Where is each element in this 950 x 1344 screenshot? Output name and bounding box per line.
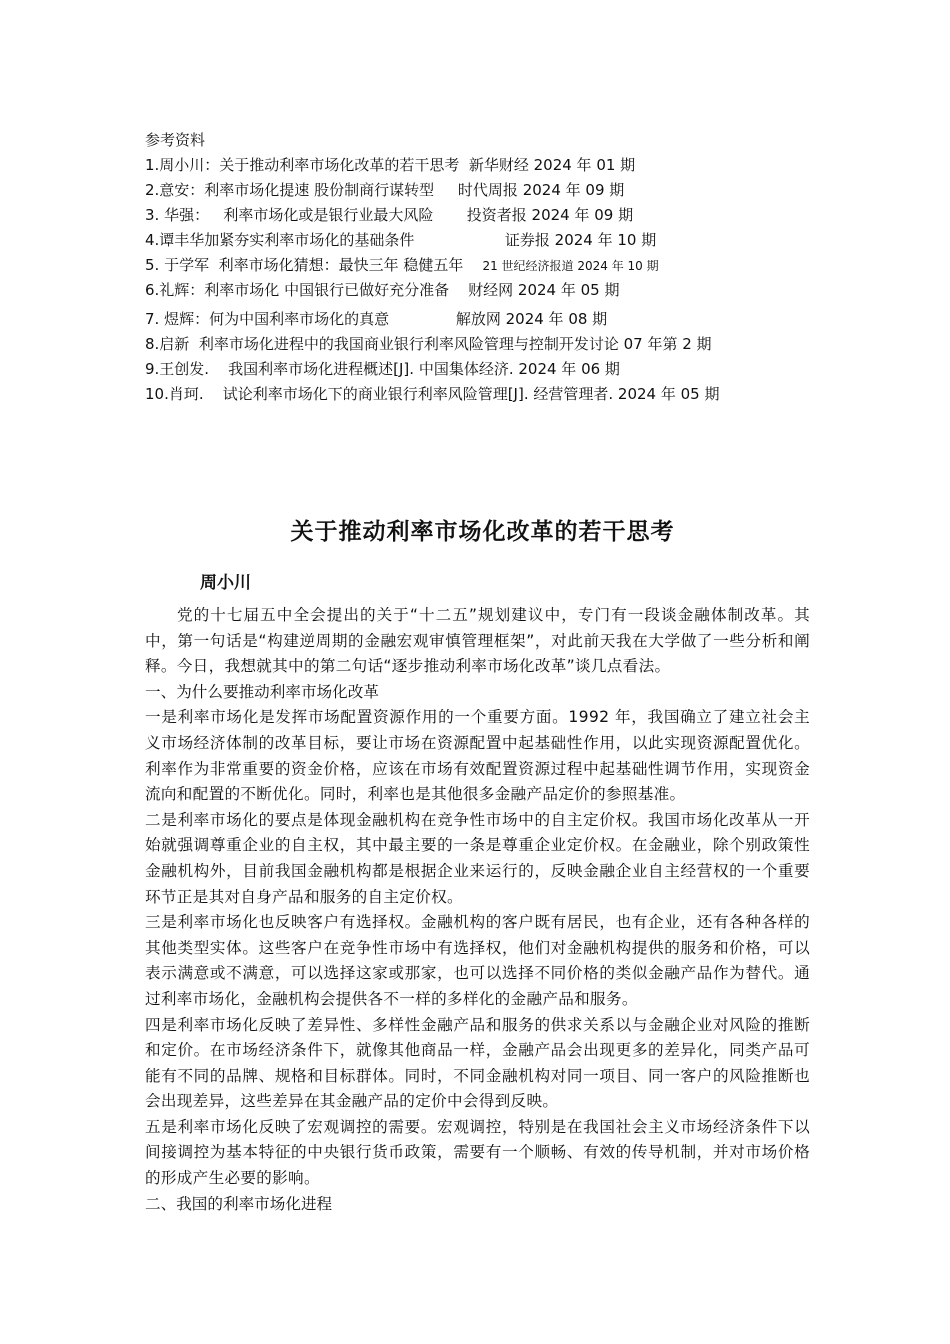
reference-item: 3. 华强： 利率市场化或是银行业最大风险 投资者报 2024 年 09 期 xyxy=(145,206,634,224)
article-title: 关于推动利率市场化改革的若干思考 xyxy=(290,519,675,545)
reference-item: 9.王创发. 我国利率市场化进程概述[J]. 中国集体经济. 2024 年 06 期 xyxy=(145,360,620,378)
reference-item xyxy=(145,253,845,278)
body-paragraph: 四是利率市场化反映了差异性、多样性金融产品和服务的供求关系以与金融企业对风险的推断和定价。在市场经济条件下，就像其他商品一样，金融产品会出现更多的差异化，同类产品可能有不同的品牌、规格和目标群体。同时，不同金融机构对同一项目、同一客户的风险推断也会出现差异，这些差异在其金融产品的定价中会得到反映。 xyxy=(145,1015,810,1111)
reference-item: 8.启新 利率市场化进程中的我国商业银行利率风险管理与控制开发讨论 07 年第 2 期 xyxy=(145,335,712,353)
reference-item-5-source: 21 世纪经济报道 2024 年 10 期 xyxy=(482,259,659,273)
body-paragraph: 三是利率市场化也反映客户有选择权。金融机构的客户既有居民，也有企业，还有各种各样的其他类型实体。这些客户在竞争性市场中有选择权，他们对金融机构提供的服务和价格，可以表示满意或不满意，可以选择这家或那家，也可以选择不同价格的类似金融产品作为替代。通过利率市场化，金融机构会提供各不一样的多样化的金融产品和服务。 xyxy=(145,913,810,1008)
references-heading: 参考资料 xyxy=(145,131,206,149)
reference-item: 7. 煜辉：何为中国利率市场化的真意 解放网 2024 年 08 期 xyxy=(145,310,608,328)
reference-item: 1.周小川：关于推动利率市场化改革的若干思考 新华财经 2024 年 01 期 xyxy=(145,156,636,174)
article-title-wrap xyxy=(0,513,845,546)
reference-item: 6.礼辉：利率市场化 中国银行已做好充分准备 财经网 2024 年 05 期 xyxy=(145,281,620,299)
article-author: 周小川 xyxy=(200,573,251,593)
reference-item: 4.谭丰华加紧夯实利率市场化的基础条件 证券报 2024 年 10 期 xyxy=(145,231,657,249)
section-heading-2: 二、我国的利率市场化进程 xyxy=(145,1194,333,1213)
body-paragraph: 二是利率市场化的要点是体现金融机构在竞争性市场中的自主定价权。我国市场化改革从一开始就强调尊重企业的自主权，其中最主要的一条是尊重企业定价权。在金融业，除个别政策性金融机构外，目前我国金融机构都是根据企业来运行的，反映金融企业自主经营权的一个重要环节正是其对自身产品和服务的自主定价权。 xyxy=(145,810,810,906)
intro-paragraph: 党的十七届五中全会提出的关于“十二五”规划建议中，专门有一段谈金融体制改革。其中，第一句话是“构建逆周期的金融宏观审慎管理框架”，对此前天我在大学做了一些分析和阐释。今日，我想就其中的第二句话“逐步推动利率市场化改革”谈几点看法。 xyxy=(145,606,810,676)
references-section xyxy=(145,128,845,407)
section-heading-1: 一、为什么要推动利率市场化改革 xyxy=(145,682,379,701)
reference-item: 2.意安：利率市场化提速 股份制商行谋转型 时代周报 2024 年 09 期 xyxy=(145,181,625,199)
article-body xyxy=(145,603,810,1217)
reference-item: 10.肖珂. 试论利率市场化下的商业银行利率风险管理[J]. 经营管理者. 2024 年 05 期 xyxy=(145,385,720,403)
reference-item-5-main: 5. 于学军 利率市场化猜想：最快三年 稳健五年 xyxy=(145,256,483,274)
body-paragraph: 五是利率市场化反映了宏观调控的需要。宏观调控，特别是在我国社会主义市场经济条件下以间接调控为基本特征的中央银行货币政策，需要有一个顺畅、有效的传导机制，并对市场价格的形成产生必要的影响。 xyxy=(145,1117,810,1188)
body-paragraph: 一是利率市场化是发挥市场配置资源作用的一个重要方面。1992 年，我国确立了建立社会主义市场经济体制的改革目标，要让市场在资源配置中起基础性作用，以此实现资源配置优化。利率作为非常重要的资金价格，应该在市场有效配置资源过程中起基础性调节作用，实现资金流向和配置的不断优化。同时，利率也是其他很多金融产品定价的参照基准。 xyxy=(145,708,810,804)
